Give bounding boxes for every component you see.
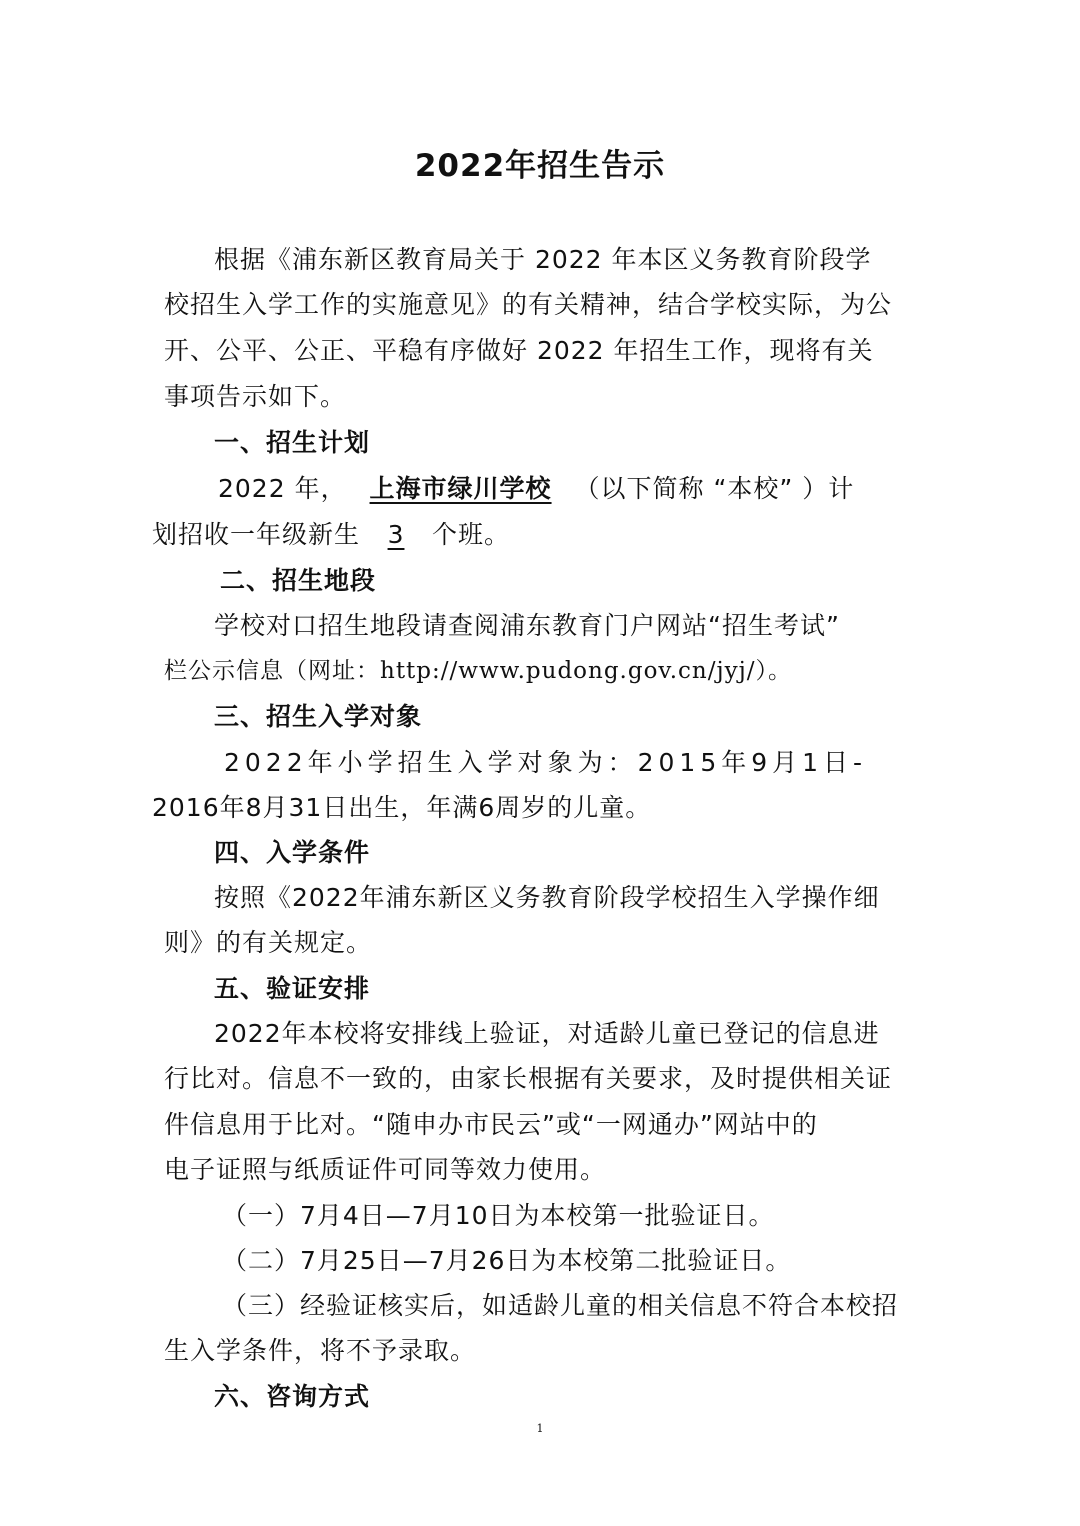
section-1-plan-label: 划招收一年级新生 [152, 520, 361, 549]
document-title: 2022年招生告示 [414, 148, 666, 184]
section-5-line-3: 件信息用于比对。“随申办市民云”或“一网通办”网站中的 [164, 1110, 818, 1139]
section-1-line-2 [152, 518, 510, 552]
intro-line-2: 校招生入学工作的实施意见》的有关精神，结合学校实际，为公 [164, 290, 893, 319]
intro-line-4: 事项告示如下。 [164, 382, 347, 411]
section-5-line-2: 行比对。信息不一致的，由家长根据有关要求，及时提供相关证 [164, 1064, 893, 1093]
school-name: 上海市绿川学校 [369, 474, 552, 503]
section-4-heading: 四、入学条件 [214, 838, 371, 867]
verification-item-3-line-2: 生入学条件，将不予录取。 [164, 1336, 477, 1365]
verification-item-2: （二）7月25日—7月26日为本校第二批验证日。 [222, 1246, 792, 1275]
section-5-line-1: 2022年本校将安排线上验证，对适龄儿童已登记的信息进 [214, 1019, 880, 1048]
intro-line-3: 开、公平、公正、平稳有序做好 2022 年招生工作，现将有关 [164, 336, 874, 365]
verification-item-1: （一）7月4日—7月10日为本校第一批验证日。 [222, 1201, 775, 1230]
section-2-line-2: 栏公示信息（网址：http://www.pudong.gov.cn/jyj/）。 [164, 658, 792, 684]
class-count: 3 [387, 520, 405, 549]
section-1-heading: 一、招生计划 [214, 428, 371, 457]
section-4-line-2: 则》的有关规定。 [164, 928, 373, 957]
section-3-heading: 三、招生入学对象 [214, 702, 423, 731]
verification-item-3-line-1: （三）经验证核实后，如适龄儿童的相关信息不符合本校招 [222, 1291, 899, 1320]
section-1-line-1 [218, 472, 854, 506]
section-2-line-1: 学校对口招生地段请查阅浦东教育门户网站“招生考试” [214, 611, 840, 640]
section-2-heading: 二、招生地段 [220, 566, 377, 595]
section-5-line-4: 电子证照与纸质证件可同等效力使用。 [164, 1155, 607, 1184]
section-3-line-1: 2022年小学招生入学对象为：2015年9月1日- [224, 748, 868, 777]
section-3-line-2: 2016年8月31日出生，年满6周岁的儿童。 [152, 793, 652, 822]
section-6-heading: 六、咨询方式 [214, 1382, 371, 1411]
section-1-abbr: （以下简称 “本校” ）计 [574, 474, 855, 503]
page-number: 1 [536, 1422, 544, 1435]
intro-line-1: 根据《浦东新区教育局关于 2022 年本区义务教育阶段学 [214, 245, 872, 274]
section-4-line-1: 按照《2022年浦东新区义务教育阶段学校招生入学操作细 [214, 883, 880, 912]
section-1-year: 2022 年， [218, 474, 347, 503]
section-1-plan-unit: 个班。 [432, 520, 511, 549]
section-5-heading: 五、验证安排 [214, 974, 371, 1003]
